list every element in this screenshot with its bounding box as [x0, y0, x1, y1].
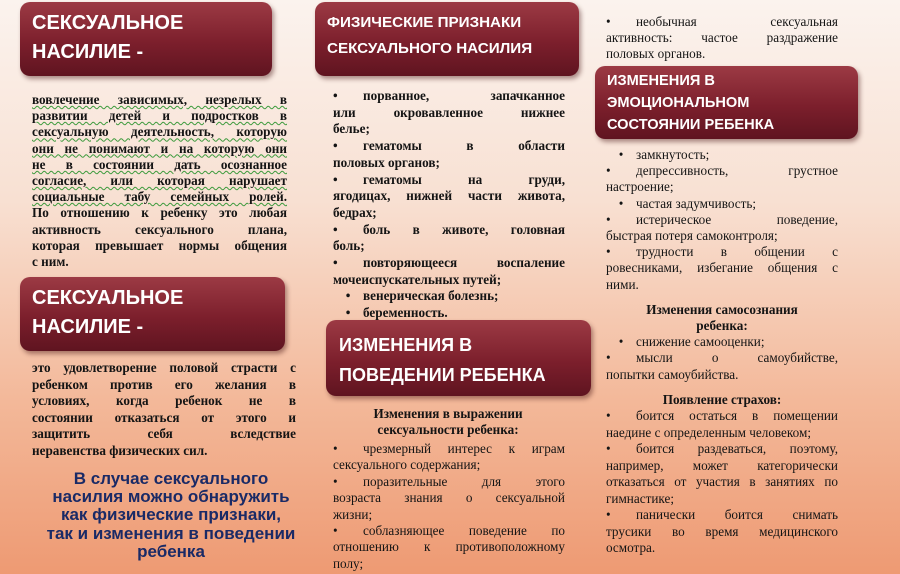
list-item-line [333, 205, 565, 222]
list-item-text: активность: частое раздражение [606, 30, 838, 45]
bullet-icon: • [606, 163, 611, 179]
bullet-icon: • [333, 138, 338, 154]
text-line: По отношению к ребенку это любая [32, 205, 287, 221]
list-item-line [606, 491, 838, 508]
text-line: ребенком против его желания в [32, 376, 296, 392]
text-line: ребенка: [696, 318, 748, 334]
list-item-line [333, 138, 565, 155]
bullet-icon: • [606, 211, 611, 227]
list-item-line [333, 507, 565, 523]
list-item-line [333, 155, 565, 172]
list-item-text: бедрах; [333, 204, 377, 220]
list-item-text: сексуального содержания; [333, 457, 481, 473]
bullet-icon: • [606, 244, 611, 260]
list-item [606, 163, 838, 195]
summary-note [26, 470, 316, 561]
list-item-text: мочеиспускательных путей; [333, 271, 502, 287]
list-item-line [606, 147, 838, 163]
definition-1 [32, 92, 287, 270]
definition-1-underlined [32, 92, 287, 205]
list-item [606, 408, 838, 441]
list-item [333, 222, 565, 255]
list-item-line [333, 490, 565, 506]
list-item-text: половых органов. [606, 46, 706, 61]
list-item-line [606, 458, 838, 475]
bullet-icon: • [606, 408, 611, 423]
list-item-line [333, 88, 565, 105]
list-item-line [606, 408, 838, 425]
list-item-line [333, 288, 565, 305]
list-item-text: снижение самооценки; [636, 334, 765, 349]
list-item-line [333, 238, 565, 255]
physical-signs-list [333, 88, 565, 322]
text-line: защитить себя вследствие [32, 426, 296, 442]
text-line: которая превышает нормы общения [32, 237, 287, 253]
text-line: состоянии отказаться от этого и [32, 409, 296, 425]
bullet-icon: • [606, 441, 611, 456]
list-item-line [606, 163, 838, 179]
list-item-line [333, 474, 565, 490]
text-line: Изменения в выражении [373, 406, 523, 421]
list-item-text: гематомы в области [363, 138, 565, 154]
list-item-text: порванное, запачканное [363, 88, 565, 103]
bullet-icon: • [333, 88, 338, 103]
list-item-line [606, 367, 838, 383]
list-item-line [606, 179, 838, 195]
bullet-icon: • [606, 14, 611, 29]
list-item-line [333, 172, 565, 189]
list-item-text: замкнутость; [636, 147, 710, 162]
header-box-emotional-changes [595, 66, 858, 139]
list-item-line [606, 334, 838, 350]
sexuality-list [333, 441, 565, 572]
list-item-text: ними. [606, 276, 639, 292]
bullet-icon: • [345, 288, 351, 304]
list-item-line [333, 457, 565, 473]
list-item [333, 255, 565, 288]
selfimage-list [606, 334, 838, 383]
list-item [606, 212, 838, 244]
list-item-line [333, 556, 565, 572]
sexual-activity-item [606, 14, 838, 62]
list-item-text: настроение; [606, 179, 674, 195]
list-item-text: осмотра. [606, 540, 656, 555]
list-item [606, 334, 838, 350]
text-line: сексуальности ребенка: [377, 422, 519, 438]
list-item-line [606, 507, 838, 524]
bullet-icon: • [333, 255, 338, 271]
list-item-line [333, 539, 565, 555]
text-line: развитии детей и подростков в [32, 108, 287, 124]
header-line: СОСТОЯНИИ РЕБЕНКА [607, 117, 775, 133]
list-item-text: мысли о самоубийстве, [636, 350, 838, 366]
list-item-line [333, 523, 565, 539]
text-line: Появление страхов: [662, 392, 782, 407]
text-line: неравенства физических сил. [32, 442, 208, 458]
header-line: СЕКСУАЛЬНОЕ [32, 12, 184, 34]
bullet-icon: • [333, 473, 338, 489]
text-line: вовлечение зависимых, незрелых в [32, 92, 287, 107]
list-item-line [606, 540, 838, 557]
list-item-line [606, 14, 838, 30]
list-item-text: венерическая болезнь; [363, 288, 499, 304]
list-item-line [333, 121, 565, 138]
bullet-icon: • [606, 507, 611, 522]
fears-list [606, 408, 838, 557]
list-item [333, 523, 565, 572]
header-line: СЕКСУАЛЬНОГО НАСИЛИЯ [327, 40, 533, 57]
emotional-list [606, 147, 838, 293]
list-item-line [333, 441, 565, 457]
list-item-text: частая задумчивость; [636, 195, 757, 211]
list-item-text: трусики во время медицинского [606, 523, 838, 539]
text-line: как физические признаки, [60, 505, 282, 525]
list-item-text: соблазняющее поведение по [363, 523, 565, 539]
text-line: активность сексуального плана, [32, 221, 287, 237]
list-item [606, 196, 838, 212]
list-item-text: боль; [333, 238, 365, 254]
header-line: СЕКСУАЛЬНОЕ [32, 287, 184, 309]
list-item [333, 88, 565, 138]
list-item [606, 14, 838, 62]
header-box-behavior-changes [326, 320, 591, 396]
text-line: это удовлетворение половой страсти с [32, 360, 296, 375]
list-item-line [606, 212, 838, 228]
list-item-text: гимнастике; [606, 490, 674, 506]
text-line: не в состоянии дать осознанное [32, 156, 287, 172]
list-item [333, 288, 565, 305]
header-box-sexual-violence-2 [20, 277, 285, 351]
list-item-line [606, 524, 838, 541]
list-item-line [606, 228, 838, 244]
list-item-line [606, 30, 838, 46]
text-line: ребенка [137, 541, 205, 561]
list-item-line [333, 188, 565, 205]
bullet-icon: • [618, 147, 624, 162]
text-line: насилия можно обнаружить [52, 487, 290, 507]
header-line: НАСИЛИЕ - [32, 41, 144, 63]
list-item-text: чрезмерный интерес к играм [363, 441, 565, 456]
list-item-line [606, 244, 838, 260]
list-item-text: депрессивность, грустное [636, 163, 838, 179]
fears-heading [606, 392, 838, 408]
list-item-text: необычная сексуальная [636, 14, 838, 29]
bullet-icon: • [333, 171, 338, 187]
list-item-text: боится раздеваться, поэтому, [636, 441, 838, 456]
list-item-line [333, 222, 565, 239]
list-item [606, 350, 838, 383]
list-item-text: истерическое поведение, [636, 211, 838, 227]
list-item-text: быстрая потеря самоконтроля; [606, 228, 778, 244]
list-item-text: половых органов; [333, 154, 440, 170]
header-line: ИЗМЕНЕНИЯ В [607, 73, 715, 89]
list-item-text: ягодицах, нижней части живота, [333, 188, 565, 204]
bullet-icon: • [333, 441, 338, 456]
sexuality-heading [333, 406, 563, 438]
text-line: В случае сексуального [73, 469, 269, 488]
header-box-physical-signs [315, 2, 579, 76]
list-item-text: жизни; [333, 506, 373, 522]
bullet-icon: • [618, 195, 624, 211]
list-item-line [606, 196, 838, 212]
text-line: согласие, или которая нарушает [32, 173, 287, 189]
list-item-text: белье; [333, 121, 370, 137]
bullet-icon: • [618, 334, 624, 349]
list-item-text: отказаться от участия в занятиях по [606, 474, 838, 489]
bullet-icon: • [345, 305, 351, 321]
list-item-line [333, 255, 565, 272]
list-item [606, 147, 838, 163]
list-item-line [606, 441, 838, 458]
bullet-icon: • [333, 523, 338, 539]
list-item-text: возраста знания о сексуальной [333, 490, 565, 506]
list-item-text: или окровавленное нижнее [333, 104, 565, 120]
list-item-line [606, 350, 838, 366]
list-item-line [606, 425, 838, 442]
header-line: ИЗМЕНЕНИЯ В [339, 335, 473, 355]
list-item-line [606, 474, 838, 491]
text-line: так и изменения в поведении [46, 523, 296, 543]
text-line: условиях, когда ребенок не в [32, 393, 296, 409]
selfimage-heading [606, 302, 838, 334]
list-item [333, 474, 565, 523]
list-item-line [333, 272, 565, 289]
list-item [606, 507, 838, 557]
list-item-text: гематомы на груди, [363, 171, 565, 187]
list-item [333, 441, 565, 474]
header-box-sexual-violence-1 [20, 2, 272, 76]
list-item-text: например, может категорически [606, 457, 838, 473]
list-item-text: боится остаться в помещении [636, 408, 838, 423]
list-item-line [333, 105, 565, 122]
list-item [333, 172, 565, 222]
text-line: с ним. [32, 254, 69, 270]
list-item [606, 244, 838, 293]
bullet-icon: • [606, 350, 611, 366]
text-line: они не понимают и на которую они [32, 140, 287, 156]
list-item-text: панически боится снимать [636, 507, 838, 522]
list-item-text: наедине с определенным человеком; [606, 424, 812, 440]
text-line: Изменения самосознания [646, 302, 798, 317]
list-item-text: отношению к противоположному [333, 539, 565, 555]
list-item [333, 138, 565, 171]
header-line: НАСИЛИЕ - [32, 316, 144, 338]
header-line: ЭМОЦИОНАЛЬНОМ [607, 95, 750, 111]
bullet-icon: • [333, 221, 338, 237]
list-item-text: попытки самоубийства. [606, 366, 739, 382]
header-line: ПОВЕДЕНИИ РЕБЕНКА [339, 365, 546, 385]
list-item-line [606, 260, 838, 276]
list-item-text: полу; [333, 555, 364, 571]
list-item-text: повторяющееся воспаление [363, 255, 565, 271]
list-item [606, 441, 838, 507]
list-item-line [606, 277, 838, 293]
list-item-line [606, 46, 838, 62]
text-line: социальные табу семейных ролей. [32, 189, 287, 205]
definition-1-continued [32, 205, 287, 270]
header-line: ФИЗИЧЕСКИЕ ПРИЗНАКИ [327, 14, 522, 31]
list-item-text: беременность. [363, 305, 448, 321]
definition-2 [32, 360, 296, 460]
list-item-text: боль в животе, головная [363, 221, 565, 237]
list-item-text: трудности в общении с [636, 244, 838, 260]
text-line: сексуальную деятельность, которую [32, 124, 287, 140]
list-item-text: ровесниками, избегание общения с [606, 260, 838, 276]
list-item-text: поразительные для этого [363, 473, 565, 489]
